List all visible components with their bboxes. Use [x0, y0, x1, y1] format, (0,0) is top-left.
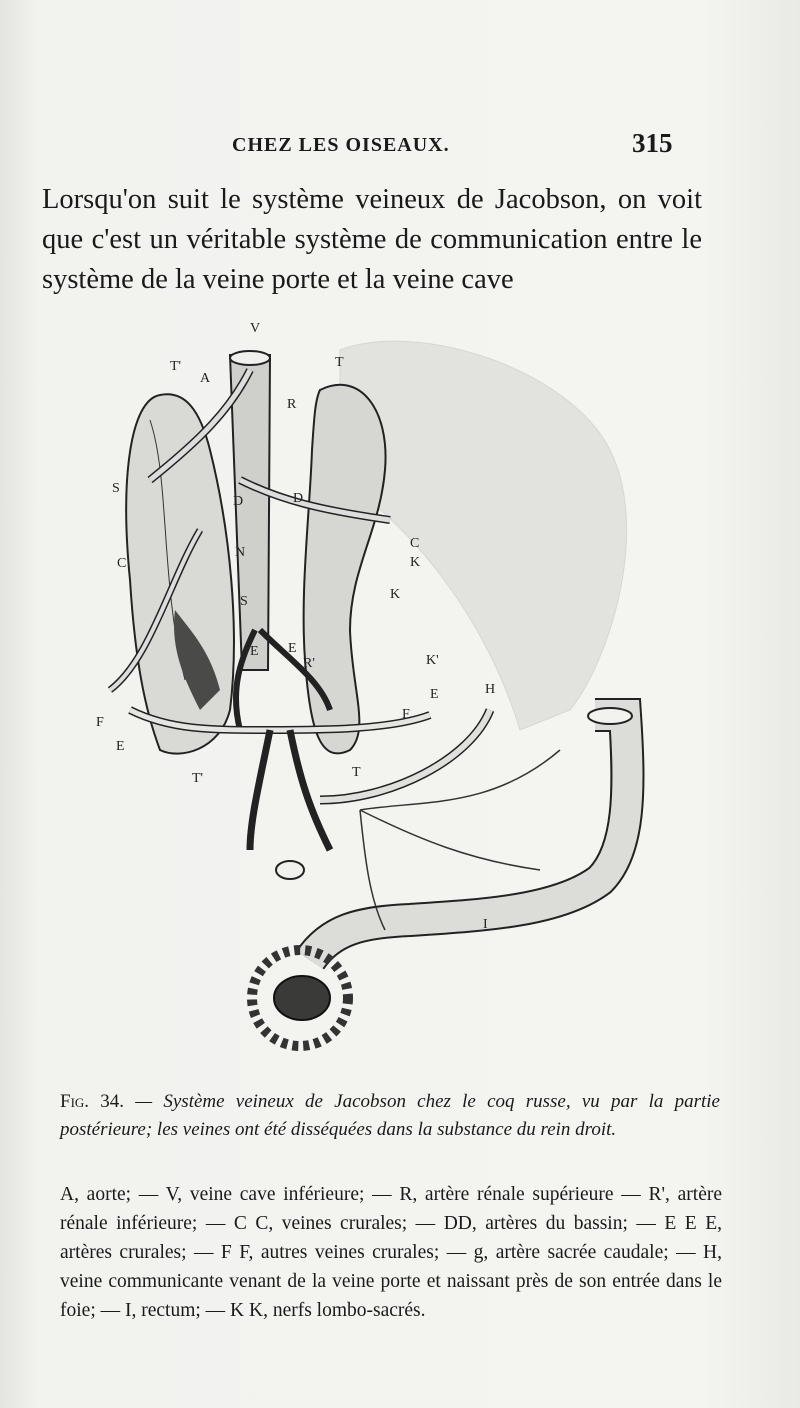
label-r: R: [287, 397, 297, 412]
label-i: I: [483, 917, 488, 932]
label-t-top-right: T: [335, 355, 344, 370]
label-f-right: F: [402, 707, 410, 722]
figure-legend: A, aorte; — V, veine cave inférieure; — R, artère rénale supérieure — R', artère rénale inférieure; — C C, veines crurales; — DD, artères du bassin; — E E E, artères crurales; — F F, autres veines crurales; — g, artère sacrée caudale; — H, veine communicante venant de la veine porte et naissant près de son entrée dans le foie; — I, rectum; — K K, nerfs lombo-sacrés.: [60, 1184, 722, 1321]
label-e-left: E: [250, 644, 259, 659]
page-number: 315: [632, 128, 673, 158]
label-e-bottom: E: [116, 739, 125, 754]
figure-caption: [60, 1088, 720, 1144]
label-c-right: C: [410, 536, 420, 551]
label-t-bottom: T: [352, 765, 361, 780]
label-k-prime: K': [426, 653, 439, 668]
label-e-right: E: [430, 687, 439, 702]
label-s-lower: S: [240, 594, 248, 609]
label-t-bottom-left: T': [192, 771, 204, 786]
label-n: N: [235, 545, 246, 560]
intro-paragraph: Lorsqu'on suit le système veineux de Jacobson, on voit que c'est un véritable système de communication entre le système de la veine porte et la veine cave: [42, 184, 702, 295]
label-v: V: [250, 321, 261, 336]
caption-text: — Système veineux de Jacobson chez le coq russe, vu par la partie postérieure; les veines ont été disséquées dans la substance du rein droit.: [60, 1091, 720, 1140]
anatomical-illustration: [90, 321, 650, 1070]
label-k-middle: K: [390, 587, 401, 602]
running-head: [0, 128, 800, 162]
label-c-left: C: [117, 556, 127, 571]
label-h: H: [485, 682, 496, 697]
label-f-left: F: [96, 715, 104, 730]
running-title: CHEZ LES OISEAUX.: [232, 134, 450, 156]
label-e-mid: E: [288, 641, 297, 656]
label-d-left: D: [233, 494, 244, 509]
label-k-upper: K: [410, 555, 421, 570]
label-d-right: D: [293, 491, 304, 506]
label-a: A: [200, 371, 211, 386]
label-r-prime: R': [303, 656, 315, 671]
caption-figure-number: Fig. 34.: [60, 1091, 125, 1112]
label-s-upper: S: [112, 481, 120, 496]
label-t-top-left: T': [170, 359, 182, 374]
